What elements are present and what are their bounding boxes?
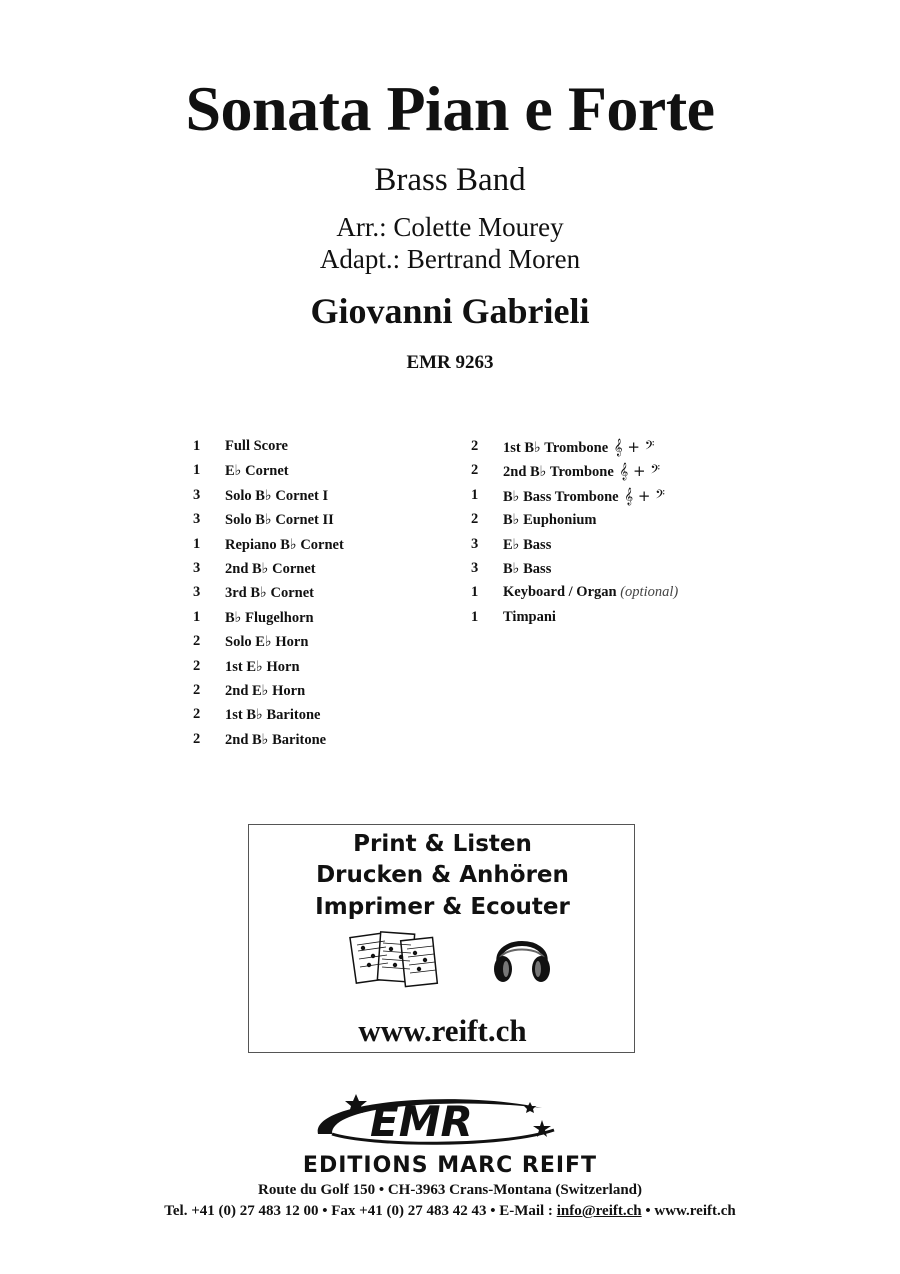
part-name-group: [225, 682, 305, 700]
promo-line-english: Print & Listen: [353, 831, 532, 857]
contact-phone-fax: Tel. +41 (0) 27 483 12 00 • Fax +41 (0) 27 483 42 43 • E-Mail :: [164, 1203, 557, 1219]
composer-name: Giovanni Gabrieli: [310, 291, 590, 331]
part-name: Timpani: [503, 608, 556, 625]
part-name-group: [225, 536, 344, 554]
part-name: B♭ Bass Trombone: [503, 488, 619, 505]
part-name-group: [503, 462, 660, 481]
publisher-name: EDITIONS MARC REIFT: [302, 1153, 598, 1178]
part-name: 1st B♭ Trombone: [503, 440, 609, 456]
part-name-group: [225, 438, 288, 455]
part-quantity: 2: [193, 633, 201, 650]
clef-icons: 𝄞 + 𝄢: [619, 462, 661, 481]
part-quantity: 1: [193, 438, 201, 454]
part-quantity: 1: [193, 462, 201, 479]
part-quantity: 1: [471, 584, 479, 601]
part-name-group: [225, 706, 320, 724]
contact-email-link[interactable]: info@reift.ch: [556, 1203, 642, 1219]
part-name-group: [503, 609, 556, 626]
part-name: B♭ Flugelhorn: [225, 609, 314, 626]
part-name: Repiano B♭ Cornet: [225, 536, 344, 553]
part-quantity: 1: [193, 535, 201, 552]
score-title: Sonata Pian e Forte: [185, 73, 715, 144]
part-name: E♭ Bass: [503, 536, 552, 553]
part-name-group: [225, 609, 314, 627]
part-name-group: [503, 584, 678, 601]
part-name-group: [503, 487, 665, 506]
part-note: (optional): [620, 584, 679, 601]
part-quantity: 2: [193, 681, 201, 698]
part-name: Solo B♭ Cornet I: [225, 487, 329, 504]
part-quantity: 3: [193, 584, 201, 601]
part-name: B♭ Euphonium: [503, 512, 597, 529]
part-quantity: 3: [193, 559, 201, 576]
part-name-group: [503, 536, 551, 554]
promo-line-french: Imprimer & Ecouter: [315, 894, 570, 920]
catalog-number: EMR 9263: [406, 352, 494, 373]
arranger-credit: Arr.: Colette Mourey: [336, 212, 564, 242]
part-name-group: [503, 560, 551, 578]
part-quantity: 1: [471, 486, 479, 503]
part-name: 3rd B♭ Cornet: [225, 585, 314, 602]
part-name: 2nd B♭ Baritone: [225, 731, 327, 748]
part-name: Solo B♭ Cornet II: [225, 512, 334, 529]
clef-icons: 𝄞 + 𝄢: [624, 486, 665, 505]
part-name-group: [225, 560, 316, 578]
part-name-group: [225, 731, 326, 749]
part-quantity: 2: [471, 462, 479, 479]
adapter-credit: Adapt.: Bertrand Moren: [319, 244, 581, 274]
part-name: Full Score: [225, 438, 288, 454]
part-name-group: [503, 438, 654, 457]
ensemble-subtitle: Brass Band: [374, 162, 526, 198]
part-quantity: 2: [193, 730, 201, 747]
part-name-group: [225, 511, 334, 529]
headphones-icon: [489, 923, 555, 987]
part-name-group: [225, 584, 314, 602]
sheet-music-icon: [349, 929, 441, 993]
part-name: Solo E♭ Horn: [225, 634, 309, 651]
emr-logo: [310, 1090, 590, 1152]
part-name: 1st E♭ Horn: [225, 658, 300, 675]
part-name-group: [225, 658, 300, 676]
part-quantity: 3: [471, 535, 479, 552]
part-name-group: [225, 633, 308, 651]
clef-icons: 𝄞 + 𝄢: [613, 438, 655, 456]
promo-website-link[interactable]: www.reift.ch: [358, 1013, 527, 1048]
promo-line-german: Drucken & Anhören: [316, 862, 569, 888]
part-name: 1st B♭ Baritone: [225, 707, 321, 724]
part-quantity: 1: [193, 608, 201, 625]
part-quantity: 2: [471, 438, 479, 454]
part-quantity: 3: [193, 511, 201, 528]
contact-website[interactable]: • www.reift.ch: [641, 1203, 736, 1219]
part-quantity: 3: [471, 559, 479, 576]
part-name-group: [225, 462, 289, 480]
logo-text: EMR: [370, 1097, 473, 1146]
part-name: 2nd E♭ Horn: [225, 682, 306, 699]
part-quantity: 1: [471, 608, 479, 625]
part-quantity: 2: [471, 511, 479, 528]
part-name: B♭ Bass: [503, 560, 552, 577]
part-quantity: 3: [193, 486, 201, 503]
part-name-group: [503, 511, 597, 529]
part-name: 2nd B♭ Trombone: [503, 464, 614, 481]
part-name: 2nd B♭ Cornet: [225, 560, 316, 577]
print-listen-box: [248, 824, 635, 1053]
publisher-contact: [0, 1203, 900, 1220]
part-name-group: [225, 487, 328, 505]
publisher-address: Route du Golf 150 • CH-3963 Crans-Montana (Switzerland): [258, 1182, 642, 1198]
part-name: E♭ Cornet: [225, 463, 289, 480]
part-quantity: 2: [193, 706, 201, 723]
part-quantity: 2: [193, 657, 201, 674]
part-name: Keyboard / Organ: [503, 584, 617, 601]
